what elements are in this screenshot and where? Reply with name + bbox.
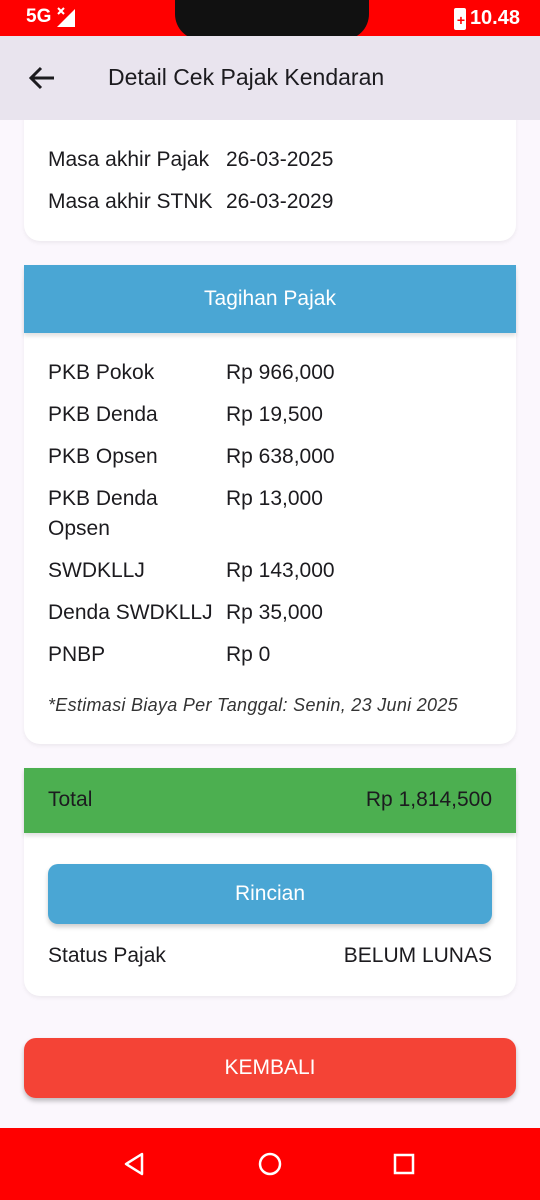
- tax-label: PNBP: [48, 643, 106, 666]
- network-indicator: [26, 6, 77, 28]
- info-label: Masa akhir Pajak: [48, 148, 210, 171]
- nav-back-icon[interactable]: [120, 1150, 148, 1178]
- total-label: Total: [48, 788, 93, 811]
- app-bar: [0, 36, 540, 120]
- status-badge: BELUM LUNAS: [343, 944, 492, 967]
- tax-value: Rp 638,000: [226, 445, 335, 468]
- battery-charging-icon: [454, 8, 466, 30]
- tax-value: Rp 19,500: [226, 403, 323, 426]
- kembali-button[interactable]: KEMBALI: [24, 1038, 516, 1098]
- estimate-note: *Estimasi Biaya Per Tanggal: Senin, 23 Juni 2025: [48, 695, 458, 715]
- info-label: Masa akhir STNK: [48, 190, 213, 213]
- page-title: Detail Cek Pajak Kendaran: [108, 64, 385, 90]
- nav-home-icon[interactable]: [256, 1150, 284, 1178]
- navigation-bar: [0, 1128, 540, 1200]
- info-value: 26-03-2025: [226, 148, 334, 171]
- tax-card-header: Tagihan Pajak: [24, 265, 516, 333]
- clock: 10.48: [469, 7, 520, 29]
- tax-label: PKB Opsen: [48, 445, 158, 468]
- total-card: [24, 768, 516, 996]
- rincian-button[interactable]: Rincian: [48, 864, 492, 924]
- status-bar: [0, 0, 540, 36]
- status-right: [454, 7, 520, 30]
- signal-icon: [55, 7, 77, 27]
- tax-label: PKB Pokok: [48, 361, 155, 384]
- network-type: 5G: [26, 6, 52, 27]
- camera-notch: [175, 0, 369, 40]
- tax-value: Rp 143,000: [226, 559, 335, 582]
- tax-value: Rp 13,000: [226, 487, 323, 510]
- tax-value: Rp 966,000: [226, 361, 335, 384]
- total-value: Rp 1,814,500: [365, 788, 492, 811]
- status-label: Status Pajak: [48, 944, 166, 967]
- info-value: 26-03-2029: [226, 190, 334, 213]
- tax-value: Rp 0: [226, 643, 271, 666]
- tax-label: SWDKLLJ: [48, 559, 145, 582]
- total-bar: [24, 768, 516, 833]
- nav-recents-icon[interactable]: [390, 1150, 418, 1178]
- tax-label: PKB Denda: [48, 403, 158, 426]
- tax-label: PKB Denda Opsen: [48, 487, 158, 540]
- tax-bill-card: [24, 265, 516, 744]
- arrow-left-icon: [28, 66, 56, 90]
- content-scroll[interactable]: [0, 120, 540, 1128]
- tax-label: Denda SWDKLLJ: [48, 601, 213, 624]
- tax-value: Rp 35,000: [226, 601, 323, 624]
- back-button[interactable]: [22, 58, 62, 98]
